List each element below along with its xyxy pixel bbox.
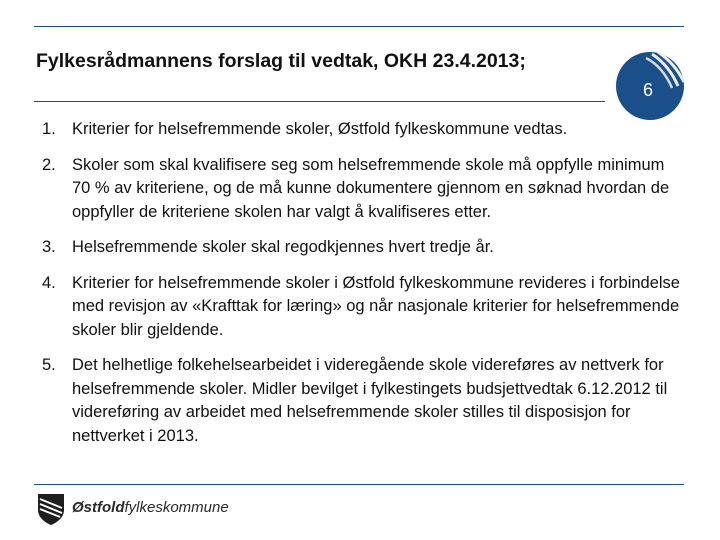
page-number-badge — [616, 52, 684, 120]
list-item-number: 1. — [42, 120, 56, 138]
shield-icon — [36, 492, 66, 526]
logo-part-fylkeskommune: fylkeskommune — [124, 499, 229, 516]
page-number: 6 — [643, 80, 654, 100]
logo-wordmark — [72, 499, 229, 516]
list-item — [42, 236, 684, 260]
list-item-number: 4. — [42, 273, 56, 292]
footer-divider — [34, 484, 684, 485]
list-item — [42, 154, 684, 225]
list-item-number: 3. — [42, 238, 56, 256]
top-divider — [34, 26, 684, 27]
list-item — [42, 354, 684, 448]
list-item-text: Helsefremmende skoler skal regodkjennes hvert tredje år. — [72, 238, 494, 256]
list-item — [42, 272, 684, 343]
list-item-text: Det helhetlige folkehelsearbeidet i videregående skole videreføres av nettverk for helsefremmende skoler. Midler bevilget i fylkestingets budsjettvedtak 6.12.2012 til videreføring av arbeidet med helsefremmende skoler stilles til disposisjon for nettverket i 2013. — [72, 356, 668, 445]
decision-list — [42, 118, 684, 460]
list-item-text: Kriterier for helsefremmende skoler, Østfold fylkeskommune vedtas. — [72, 120, 568, 138]
list-item — [42, 118, 684, 142]
list-item-text: Skoler som skal kvalifisere seg som helsefremmende skole må oppfylle minimum 70 % av kriteriene, og de må kunne dokumentere gjennom en søknad hvordan de oppfyller de kriteriene skolen har valgt å kvalifiseres etter. — [72, 155, 670, 221]
title-divider — [34, 101, 605, 102]
list-item-number: 2. — [42, 155, 56, 174]
logo-part-ostfold: Østfold — [72, 499, 125, 516]
list-item-number: 5. — [42, 356, 56, 374]
list-item-text: Kriterier for helsefremmende skoler i Østfold fylkeskommune revideres i forbindelse med revisjon av «Krafttak for læring» og når nasjonale kriterier for helsefremmende skoler blir gjeldende. — [72, 273, 680, 339]
organization-logo — [36, 492, 256, 526]
slide-title: Fylkesrådmannens forslag til vedtak, OKH 23.4.2013; — [36, 50, 526, 72]
